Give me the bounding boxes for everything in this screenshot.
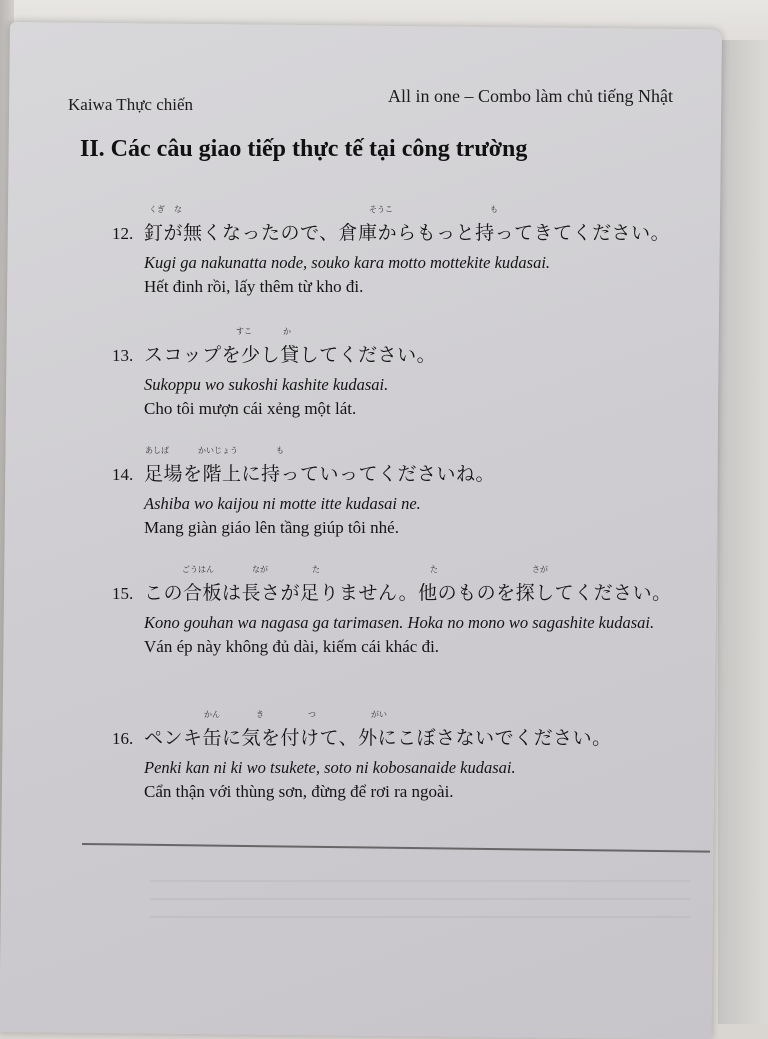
item-number: 13. bbox=[112, 346, 134, 365]
furigana: そうこ bbox=[369, 205, 393, 214]
vietnamese-translation: Mang giàn giáo lên tầng giúp tôi nhé. bbox=[144, 518, 399, 537]
vietnamese-translation: Cẩn thận với thùng sơn, đừng để rơi ra ngoài. bbox=[144, 782, 454, 801]
furigana: かん bbox=[204, 710, 220, 719]
romaji-line: Kono gouhan wa nagasa ga tarimasen. Hoka no mono wo sagashite kudasai. bbox=[144, 613, 655, 632]
item-number: 14. bbox=[112, 465, 134, 484]
furigana: つ bbox=[308, 710, 316, 719]
japanese-sentence: スコップを少し貸してください。 bbox=[144, 344, 437, 366]
phrase-item-15 bbox=[112, 565, 672, 660]
romaji-line: Kugi ga nakunatta node, souko kara motto mottekite kudasai. bbox=[144, 253, 551, 272]
furigana: がい bbox=[371, 710, 387, 719]
running-header-right: All in one – Combo làm chủ tiếng Nhật bbox=[388, 86, 673, 106]
japanese-sentence: この合板は長さが足りません。他のものを探してください。 bbox=[144, 582, 672, 604]
phrase-item-13 bbox=[112, 327, 437, 422]
running-header-left: Kaiwa Thực chiến bbox=[68, 95, 194, 114]
bleed-through-text bbox=[150, 880, 690, 920]
japanese-sentence: 釘が無くなったので、倉庫からもっと持ってきてください。 bbox=[144, 222, 671, 244]
romaji-line: Sukoppu wo sukoshi kashite kudasai. bbox=[144, 375, 389, 394]
furigana: くぎ bbox=[149, 205, 165, 214]
section-title: II. Các câu giao tiếp thực tế tại công trường bbox=[80, 136, 528, 162]
item-number: 16. bbox=[112, 729, 134, 748]
phrase-item-16 bbox=[112, 710, 612, 805]
phrase-item-14 bbox=[112, 446, 496, 541]
furigana: なが bbox=[252, 565, 268, 574]
furigana: すこ bbox=[236, 327, 252, 336]
furigana: かいじょう bbox=[198, 446, 238, 455]
furigana: あしば bbox=[145, 446, 169, 455]
furigana: た bbox=[430, 565, 438, 574]
furigana: も bbox=[276, 446, 284, 455]
furigana: も bbox=[490, 205, 498, 214]
furigana: き bbox=[256, 710, 264, 719]
next-page-edge bbox=[718, 40, 768, 1024]
phrase-item-12 bbox=[112, 205, 671, 300]
furigana: ごうはん bbox=[182, 565, 214, 574]
furigana: か bbox=[283, 327, 291, 336]
japanese-sentence: 足場を階上に持っていってくださいね。 bbox=[144, 463, 496, 485]
vietnamese-translation: Ván ép này không đủ dài, kiếm cái khác đi. bbox=[144, 637, 440, 656]
item-number: 15. bbox=[112, 584, 134, 603]
romaji-line: Penki kan ni ki wo tsukete, soto ni kobosanaide kudasai. bbox=[144, 758, 516, 777]
vietnamese-translation: Cho tôi mượn cái xẻng một lát. bbox=[144, 399, 357, 418]
furigana: さが bbox=[532, 565, 548, 574]
item-number: 12. bbox=[112, 224, 134, 243]
vietnamese-translation: Hết đinh rồi, lấy thêm từ kho đi. bbox=[144, 277, 364, 296]
furigana: た bbox=[312, 565, 320, 574]
furigana: な bbox=[174, 205, 182, 214]
japanese-sentence: ペンキ缶に気を付けて、外にこぼさないでください。 bbox=[144, 727, 612, 749]
romaji-line: Ashiba wo kaijou ni motte itte kudasai ne. bbox=[144, 494, 421, 513]
